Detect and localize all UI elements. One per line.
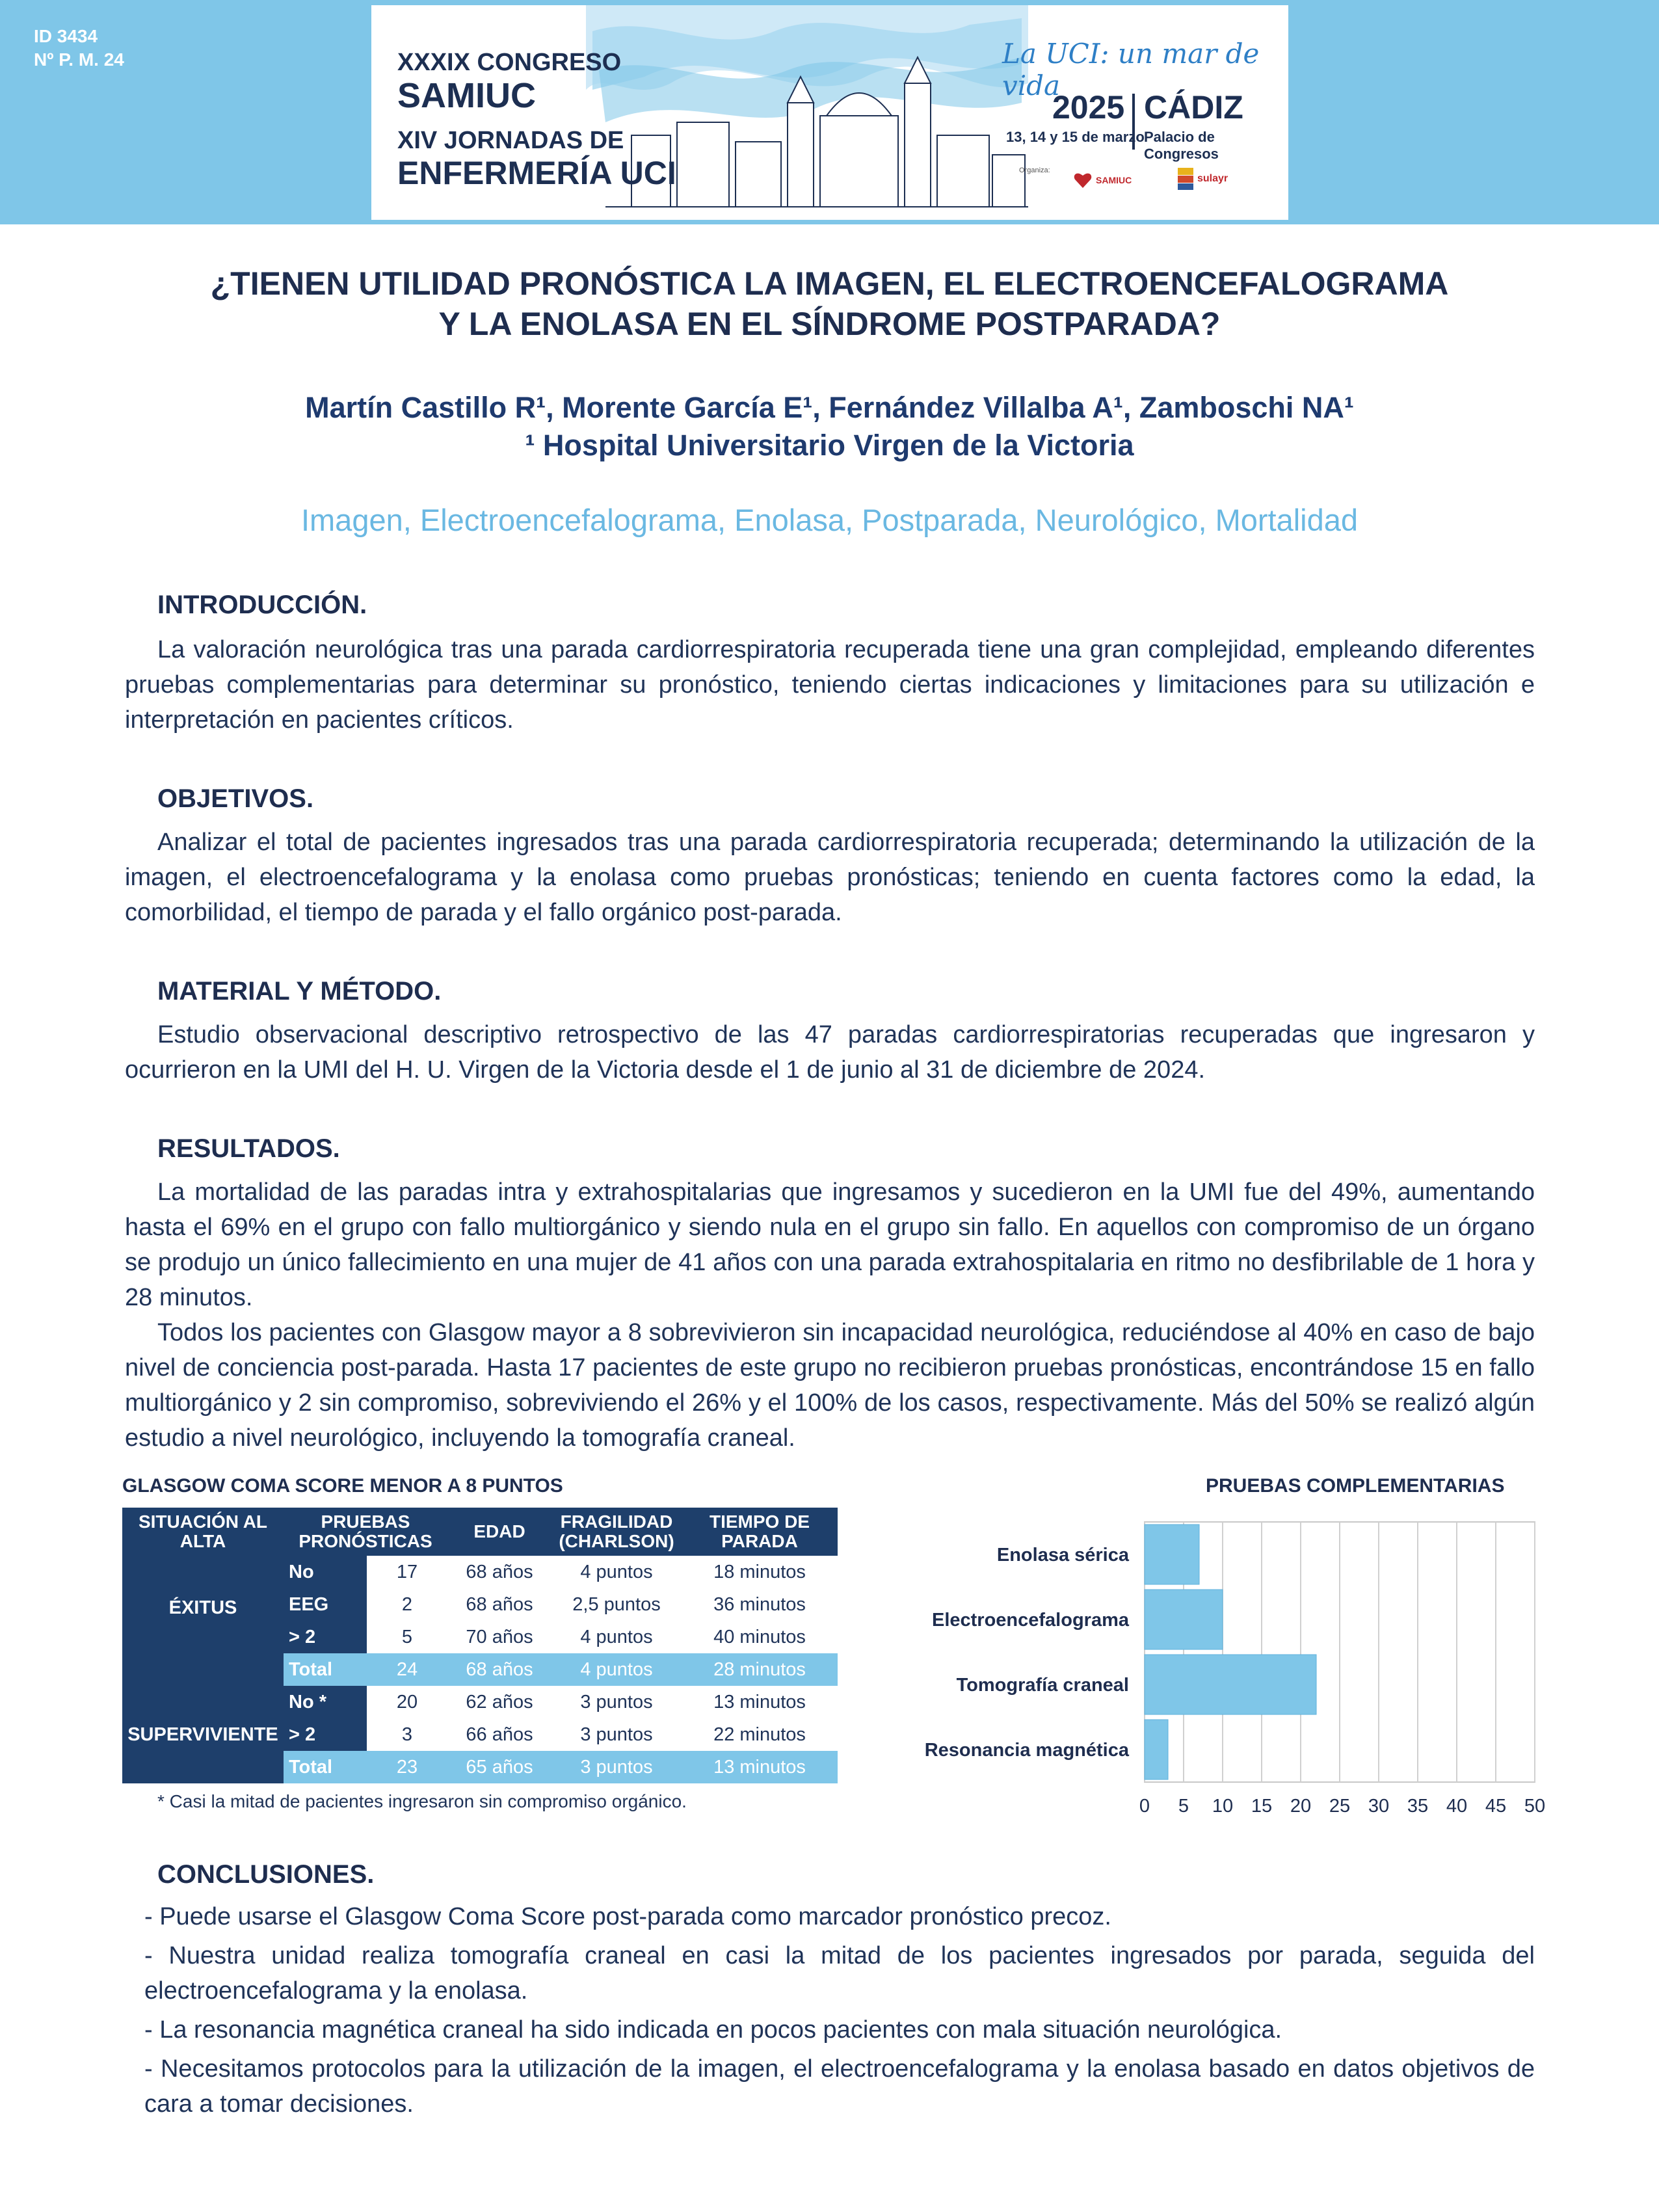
chart-tick-label: 5	[1178, 1796, 1189, 1817]
row-n: 23	[367, 1751, 447, 1783]
methods-paragraph: Estudio observacional descriptivo retrospectivo de las 47 paradas cardiorrespiratorias recuperadas que ingresaron y ocurrieron en la UMI del H. U. Virgen de la Victoria desde el 1 de junio al 31 de diciembre de 2024.	[125, 1021, 1535, 1084]
header-tiempo: TIEMPO DE PARADA	[682, 1508, 838, 1556]
poster-title-line2: Y LA ENOLASA EN EL SÍNDROME POSTPARADA?	[438, 306, 1221, 342]
row-prueba: > 2	[284, 1718, 367, 1751]
chart-grid	[1145, 1522, 1535, 1782]
row-prueba: EEG	[284, 1588, 367, 1621]
row-prueba: No *	[284, 1686, 367, 1718]
chart-bar	[1145, 1525, 1199, 1584]
header-situacion: SITUACIÓN AL ALTA	[122, 1508, 284, 1556]
row-n: 2	[401, 1593, 413, 1615]
chart-tick-label: 40	[1446, 1796, 1468, 1817]
row-n: 20	[396, 1691, 418, 1712]
sulayr-logo	[1178, 168, 1228, 190]
heart-icon	[1074, 172, 1092, 189]
congress-dates: 13, 14 y 15 de marzo	[1006, 129, 1145, 145]
table-footnote: * Casi la mitad de pacientes ingresaron sin compromiso orgánico.	[157, 1791, 687, 1811]
chart-tick-label: 20	[1290, 1796, 1312, 1817]
methods-text	[125, 1017, 1535, 1087]
chart-tick-label: 30	[1368, 1796, 1390, 1817]
chart-category-label: Electroencefalograma	[931, 1610, 1129, 1631]
intro-paragraph: La valoración neurológica tras una parada cardiorrespiratoria recuperada tiene una gran complejidad, empleando diferentes pruebas complementarias para determinar su pronóstico, teniendo ciertas indicaciones y limitaciones para su utilización e interpretación en pacientes críticos.	[125, 636, 1535, 734]
objectives-paragraph: Analizar el total de pacientes ingresados tras una parada cardiorrespiratoria recuperada; determinando la utilización de la imagen, el electroencefalograma y la enolasa como pruebas pronósticas; teniendo en cuenta factores como la edad, la comorbilidad, el tiempo de parada y el fallo orgánico post-parada.	[125, 829, 1535, 926]
sulayr-mark-icon	[1178, 168, 1193, 190]
row-fragilidad: 4 puntos	[580, 1626, 653, 1647]
samiuc-logo	[1074, 172, 1132, 189]
congress-banner	[371, 5, 1288, 220]
header-pruebas: PRUEBAS PRONÓSTICAS	[284, 1508, 447, 1556]
chart-category-label: Enolasa sérica	[996, 1545, 1129, 1566]
results-heading: RESULTADOS.	[157, 1134, 340, 1163]
table-title: GLASGOW COMA SCORE MENOR A 8 PUNTOS	[122, 1475, 563, 1497]
chart-bars	[1145, 1525, 1316, 1779]
conclusion-item: - Nuestra unidad realiza tomografía craneal en casi la mitad de los pacientes ingresados por parada, seguida del electroencefalograma y la enolasa.	[144, 1942, 1535, 2005]
poster-id	[34, 25, 124, 72]
row-tiempo: 22 minutos	[713, 1724, 806, 1745]
row-tiempo: 13 minutos	[682, 1751, 838, 1783]
row-fragilidad: 3 puntos	[580, 1724, 653, 1745]
row-edad: 70 años	[466, 1626, 533, 1647]
congress-year: 2025	[1052, 89, 1125, 126]
glasgow-table	[122, 1508, 838, 1783]
jornadas-edition: XIV JORNADAS DE	[397, 127, 624, 154]
row-fragilidad: 3 puntos	[580, 1691, 653, 1712]
header-edad: EDAD	[447, 1508, 551, 1556]
row-tiempo: 18 minutos	[713, 1561, 806, 1582]
row-n: 17	[396, 1561, 418, 1582]
group-exitus: ÉXITUS	[122, 1556, 284, 1686]
chart-bar	[1145, 1590, 1223, 1649]
row-prueba: Total	[284, 1653, 367, 1686]
chart-tick-label: 0	[1139, 1796, 1150, 1817]
chart-tick-label: 25	[1329, 1796, 1351, 1817]
congress-name	[397, 48, 676, 191]
authors-block	[0, 389, 1659, 464]
row-n: 24	[367, 1653, 447, 1686]
chart-tick-label: 35	[1407, 1796, 1429, 1817]
chart-category-label: Resonancia magnética	[924, 1740, 1129, 1761]
objectives-text	[125, 825, 1535, 930]
table-header-row	[122, 1508, 838, 1556]
chart-category-label: Tomografía craneal	[956, 1675, 1129, 1696]
conclusions-heading: CONCLUSIONES.	[157, 1860, 375, 1889]
table-row	[122, 1686, 838, 1718]
row-prueba: Total	[284, 1751, 367, 1783]
row-n: 3	[401, 1724, 413, 1745]
chart-title: PRUEBAS COMPLEMENTARIAS	[1206, 1475, 1505, 1497]
conclusion-item: - Puede usarse el Glasgow Coma Score post-parada como marcador pronóstico precoz.	[144, 1903, 1111, 1930]
row-edad: 62 años	[466, 1691, 533, 1712]
row-edad: 65 años	[447, 1751, 551, 1783]
row-tiempo: 36 minutos	[713, 1593, 806, 1615]
chart-bar	[1145, 1720, 1168, 1779]
row-edad: 68 años	[466, 1561, 533, 1582]
results-paragraph-2: Todos los pacientes con Glasgow mayor a 8 sobrevivieron sin incapacidad neurológica, reduciéndose al 40% en caso de bajo nivel de conciencia post-parada. Hasta 17 pacientes de este grupo no recibieron pruebas pronósticas, encontrándose 15 en fallo multiorgánico y 2 sin compromiso, sobreviviendo el 26% y el 100% de los casos, respectivamente. Más del 50% se realizó algún estudio a nivel neurológico, incluyendo la tomografía craneal.	[125, 1319, 1535, 1452]
chart-tick-label: 15	[1251, 1796, 1273, 1817]
congress-edition: XXXIX CONGRESO	[397, 49, 622, 76]
jornadas-name: ENFERMERÍA UCI	[397, 155, 676, 191]
row-fragilidad: 4 puntos	[580, 1561, 653, 1582]
affiliation: ¹ Hospital Universitario Virgen de la Victoria	[525, 429, 1134, 462]
header-bar	[0, 0, 1659, 224]
table-row	[122, 1556, 838, 1588]
congress-society: SAMIUC	[397, 76, 536, 115]
samiuc-logo-text: SAMIUC	[1096, 175, 1132, 185]
chart-tick-labels	[1139, 1796, 1545, 1817]
conclusions-list	[144, 1899, 1535, 2125]
row-tiempo: 13 minutos	[713, 1691, 806, 1712]
chart-tick-label: 50	[1524, 1796, 1546, 1817]
chart-plot-area	[1145, 1522, 1535, 1782]
row-prueba: > 2	[284, 1621, 367, 1653]
header-fragilidad: FRAGILIDAD (CHARLSON)	[551, 1508, 682, 1556]
row-tiempo: 40 minutos	[713, 1626, 806, 1647]
chart-tick-label: 45	[1485, 1796, 1507, 1817]
objectives-heading: OBJETIVOS.	[157, 784, 314, 813]
methods-heading: MATERIAL Y MÉTODO.	[157, 977, 442, 1006]
congress-motto: La UCI: un mar de vida	[1002, 38, 1260, 101]
sulayr-logo-text: sulayr	[1197, 173, 1228, 184]
row-n: 5	[401, 1626, 413, 1647]
authors: Martín Castillo R¹, Morente García E¹, Fernández Villalba A¹, Zamboschi NA¹	[305, 391, 1354, 424]
chart-tick-label: 10	[1212, 1796, 1234, 1817]
congress-venue: Palacio de Congresos	[1144, 129, 1219, 162]
intro-text	[125, 632, 1535, 738]
conclusion-item: - Necesitamos protocolos para la utilización de la imagen, el electroencefalograma y la enolasa basado en datos objetivos de cara a tomar decisiones.	[144, 2055, 1535, 2118]
row-fragilidad: 3 puntos	[551, 1751, 682, 1783]
results-paragraph-1: La mortalidad de las paradas intra y extrahospitalarias que ingresamos y sucedieron en la UMI fue del 49%, aumentando hasta el 69% en el grupo con fallo multiorgánico y siendo nula en el grupo sin fallo. En aquellos con compromiso de un órgano se produjo un único fallecimiento en una mujer de 41 años con una parada extrahospitalaria en ritmo no desfibrilable de 1 hora y 28 minutos.	[125, 1179, 1535, 1311]
chart-bar	[1145, 1655, 1316, 1714]
poster-title	[0, 263, 1659, 344]
row-fragilidad: 2,5 puntos	[572, 1593, 661, 1615]
group-superviviente: SUPERVIVIENTE	[122, 1686, 284, 1783]
results-text	[125, 1175, 1535, 1456]
poster-title-line1: ¿TIENEN UTILIDAD PRONÓSTICA LA IMAGEN, EL ELECTROENCEFALOGRAMA	[210, 265, 1449, 302]
poster-panel-number: Nº P. M. 24	[34, 49, 124, 70]
row-prueba: No	[284, 1556, 367, 1588]
chart-category-labels	[925, 1545, 1130, 1761]
poster-id-number: ID 3434	[34, 26, 98, 46]
intro-heading: INTRODUCCIÓN.	[157, 591, 367, 619]
row-tiempo: 28 minutos	[682, 1653, 838, 1686]
row-edad: 68 años	[447, 1653, 551, 1686]
keywords: Imagen, Electroencefalograma, Enolasa, Postparada, Neurológico, Mortalidad	[300, 503, 1359, 537]
conclusion-item: - La resonancia magnética craneal ha sido indicada en pocos pacientes con mala situación neurológica.	[144, 2016, 1282, 2044]
row-edad: 66 años	[466, 1724, 533, 1745]
row-edad: 68 años	[466, 1593, 533, 1615]
row-fragilidad: 4 puntos	[551, 1653, 682, 1686]
congress-city: CÁDIZ	[1144, 89, 1243, 126]
organizer-label: Organiza:	[1019, 167, 1050, 174]
